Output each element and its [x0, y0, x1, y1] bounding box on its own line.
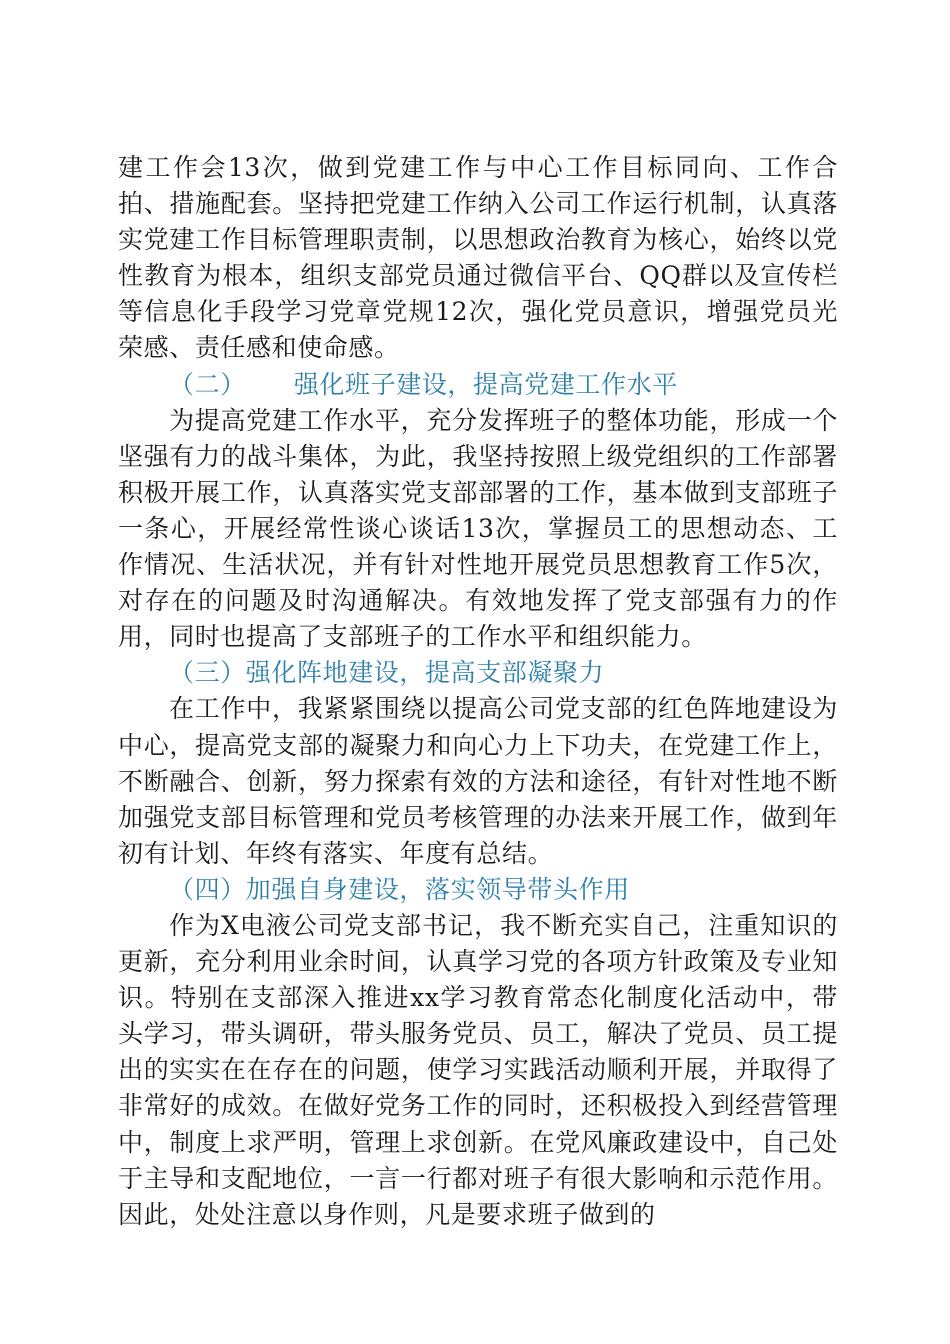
paragraph-2: 为提高党建工作水平，充分发挥班子的整体功能，形成一个坚强有力的战斗集体，为此，我坚持按照上级党组织的工作部署积极开展工作，认真落实党支部部署的工作，基本做到支部班子一条心，开展经常性谈心谈话13次，掌握员工的思想动态、工作情况、生活状况，并有针对性地开展党员思想教育工作5次，对存在的问题及时沟通解决。有效地发挥了党支部强有力的作用，同时也提高了支部班子的工作水平和组织能力。 [118, 405, 838, 652]
section-heading-2-number: （二） [169, 369, 246, 399]
section-heading-2-title: 强化班子建设，提高党建工作水平 [293, 369, 678, 399]
section-heading-3: （三）强化阵地建设，提高支部凝聚力 [169, 658, 605, 688]
paragraph-3: 在工作中，我紧紧围绕以提高公司党支部的红色阵地建设为中心，提高党支部的凝聚力和向心力上下功夫，在党建工作上，不断融合、创新，努力探索有效的方法和途径，有针对性地不断加强党支部目标管理和党员考核管理的办法来开展工作，做到年初有计划、年终有落实、年度有总结。 [118, 694, 838, 868]
paragraph-continued: 建工作会13次，做到党建工作与中心工作目标同向、工作合拍、措施配套。坚持把党建工作纳入公司工作运行机制，认真落实党建工作目标管理职责制，以思想政治教育为核心，始终以党性教育为根本，组织支部党员通过微信平台、QQ群以及宣传栏等信息化手段学习党章党规12次，强化党员意识，增强党员光荣感、责任感和使命感。 [118, 153, 838, 363]
paragraph-4: 作为X电液公司党支部书记，我不断充实自己，注重知识的更新，充分利用业余时间，认真学习党的各项方针政策及专业知识。特别在支部深入推进xx学习教育常态化制度化活动中，带头学习，带头调研，带头服务党员、员工，解决了党员、员工提出的实实在在存在的问题，使学习实践活动顺利开展，并取得了非常好的成效。在做好党务工作的同时，还积极投入到经营管理中，制度上求严明，管理上求创新。在党风廉政建设中，自己处于主导和支配地位，一言一行都对班子有很大影响和示范作用。因此，处处注意以身作则，凡是要求班子做到的 [118, 910, 838, 1229]
section-heading-4: （四）加强自身建设，落实领导带头作用 [169, 874, 630, 904]
section-heading-2 [118, 367, 838, 403]
document-body [118, 150, 838, 1233]
